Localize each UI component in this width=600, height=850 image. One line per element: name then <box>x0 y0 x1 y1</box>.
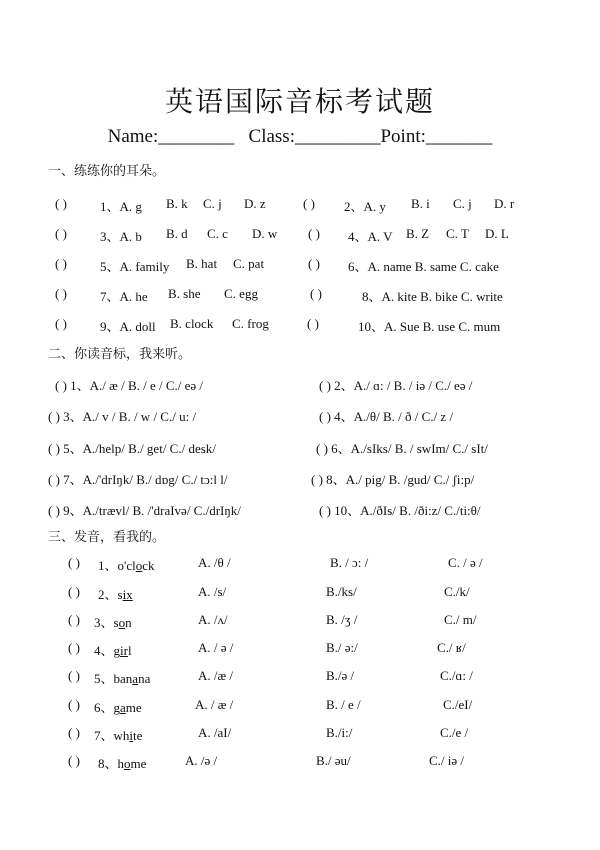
option-d: D. w <box>252 226 278 241</box>
answer-blank: ( ) <box>68 668 80 683</box>
answer-blank: ( ) <box>310 286 322 301</box>
part2-row <box>0 406 600 426</box>
option-c: C. j <box>203 196 222 211</box>
option-a: A. /aI/ <box>198 725 232 740</box>
question-number: 8、A. kite B. bike C. write <box>362 289 503 304</box>
question-number: 4、A. V <box>348 229 393 244</box>
option-c: C./e / <box>440 725 469 740</box>
word-prefix: s <box>117 587 123 602</box>
underlined-letters: o <box>135 558 143 573</box>
part3-row <box>0 640 600 660</box>
answer-blank: ( ) <box>68 584 80 599</box>
option-a: A. / æ / <box>195 697 234 712</box>
answer-blank: ( ) <box>68 725 80 740</box>
question-number: 1、A. g <box>100 199 142 214</box>
section-heading-3: 三、发音，看我的。 <box>48 530 166 545</box>
student-info-line <box>0 126 600 148</box>
question-right: ( ) 10、A./ðIs/ B. /ði:z/ C./ti:θ/ <box>319 503 481 518</box>
part3-row <box>0 697 600 717</box>
option-b: B. hat <box>186 256 218 271</box>
word-prefix: g <box>113 700 121 715</box>
option-c: C. egg <box>224 286 258 301</box>
option-b: B./ ə:/ <box>326 640 358 655</box>
option-d: D. r <box>494 196 515 211</box>
question-number: 6、 <box>94 700 114 715</box>
question-left: ( ) 5、A./help/ B./ get/ C./ desk/ <box>48 441 216 456</box>
underlined-letters: ir <box>120 643 128 658</box>
answer-blank: ( ) <box>55 196 67 211</box>
part3-row <box>0 612 600 632</box>
option-b: B./i:/ <box>326 725 353 740</box>
part3-row <box>0 725 600 745</box>
part2-row <box>0 438 600 458</box>
part3-row <box>0 753 600 773</box>
word-prefix: s <box>113 615 119 630</box>
word-prefix: wh <box>113 728 130 743</box>
word-suffix: me <box>125 700 142 715</box>
option-c: C./eI/ <box>443 697 473 712</box>
answer-blank: ( ) <box>303 196 315 211</box>
question-word <box>94 612 132 631</box>
underlined-letters: a <box>132 671 139 686</box>
question-word <box>94 725 142 744</box>
question-number: 7、 <box>94 728 114 743</box>
question-number: 6、A. name B. same C. cake <box>348 259 499 274</box>
question-left: ( ) 9、A./trævl/ B. /'draIvə/ C./drIŋk/ <box>48 503 241 518</box>
answer-blank: ( ) <box>55 286 67 301</box>
question-number: 2、A. y <box>344 199 386 214</box>
question-left: ( ) 1、A./ æ / B. / e / C./ eə / <box>55 378 204 393</box>
part2-row <box>0 500 600 520</box>
underlined-letters: o <box>118 615 126 630</box>
question-left: ( ) 3、A./ v / B. / w / C./ u: / <box>48 409 197 424</box>
class-field: Class:_________ <box>248 126 381 147</box>
answer-blank: ( ) <box>55 256 67 271</box>
option-d: D. z <box>244 196 266 211</box>
option-a: A. / ə / <box>198 640 234 655</box>
option-a: A. /æ / <box>198 668 234 683</box>
underlined-letters: ix <box>122 587 133 602</box>
section-heading-2: 二、你读音标，我来听。 <box>48 347 192 362</box>
part1-row <box>0 196 600 216</box>
underlined-letters: a <box>120 700 126 715</box>
word-suffix: te <box>133 728 143 743</box>
part3-row <box>0 555 600 575</box>
option-c: C. c <box>207 226 228 241</box>
part1-row <box>0 316 600 336</box>
part2-row <box>0 375 600 395</box>
option-c: C. frog <box>232 316 269 331</box>
part2-row <box>0 469 600 489</box>
option-a: A. /s/ <box>198 584 227 599</box>
option-b: B. / ɔ: / <box>330 555 369 570</box>
answer-blank: ( ) <box>307 316 319 331</box>
option-b: B. d <box>166 226 188 241</box>
option-c: C./ m/ <box>444 612 477 627</box>
option-a: A. /θ / <box>198 555 231 570</box>
answer-blank: ( ) <box>308 256 320 271</box>
underlined-letters: i <box>129 728 134 743</box>
question-number: 1、 <box>98 558 118 573</box>
question-word <box>94 668 150 687</box>
part3-row <box>0 584 600 604</box>
option-c: C. / ə / <box>448 555 483 570</box>
option-a: A. /ə / <box>185 753 218 768</box>
option-b: B. she <box>168 286 201 301</box>
point-field: Point:_______ <box>380 126 493 147</box>
section-heading-1: 一、练练你的耳朵。 <box>48 164 166 179</box>
question-word <box>98 555 155 574</box>
question-number: 3、 <box>94 615 114 630</box>
question-number: 10、A. Sue B. use C. mum <box>358 319 501 334</box>
option-c: C. j <box>453 196 472 211</box>
answer-blank: ( ) <box>68 555 80 570</box>
word-prefix: h <box>117 756 125 771</box>
option-b: B. i <box>411 196 430 211</box>
part1-row <box>0 256 600 276</box>
option-c: C./k/ <box>444 584 470 599</box>
underlined-letters: o <box>124 756 131 771</box>
question-number: 3、A. b <box>100 229 142 244</box>
part1-row <box>0 226 600 246</box>
question-number: 4、 <box>94 643 114 658</box>
word-suffix: ck <box>142 558 155 573</box>
question-number: 7、A. he <box>100 289 148 304</box>
answer-blank: ( ) <box>55 226 67 241</box>
question-right: ( ) 8、A./ pig/ B. /gud/ C./ ʃi:p/ <box>311 472 475 487</box>
option-b: B. /ʒ / <box>326 612 358 627</box>
option-c: C./ɑ: / <box>440 668 473 683</box>
page-title: 英语国际音标考试题 <box>164 85 435 118</box>
question-number: 5、A. family <box>100 259 170 274</box>
question-right: ( ) 6、A./sIks/ B. / swIm/ C./ sIt/ <box>316 441 488 456</box>
option-b: B./ əu/ <box>316 753 351 768</box>
name-field: Name:________ <box>107 126 235 147</box>
question-word <box>94 697 142 716</box>
question-left: ( ) 7、A./'drIŋk/ B./ dɒg/ C./ tɔ:l l/ <box>48 472 228 487</box>
answer-blank: ( ) <box>55 316 67 331</box>
word-prefix: ban <box>113 671 133 686</box>
word-suffix: me <box>130 756 147 771</box>
option-c: C./ iə / <box>429 753 465 768</box>
option-b: B./ə / <box>326 668 355 683</box>
word-prefix: g <box>113 643 121 658</box>
question-number: 9、A. doll <box>100 319 156 334</box>
question-right: ( ) 2、A./ ɑ: / B. / iə / C./ eə / <box>319 378 473 393</box>
option-c: C./ ʁ/ <box>437 640 466 655</box>
word-suffix: n <box>125 615 132 630</box>
option-a: A. /ʌ/ <box>198 612 228 627</box>
word-prefix: o'cl <box>117 558 136 573</box>
question-number: 2、 <box>98 587 118 602</box>
answer-blank: ( ) <box>68 612 80 627</box>
word-suffix: l <box>127 643 132 658</box>
option-b: B./ks/ <box>326 584 357 599</box>
part1-row <box>0 286 600 306</box>
option-c: C. T <box>446 226 469 241</box>
question-number: 5、 <box>94 671 114 686</box>
answer-blank: ( ) <box>68 697 80 712</box>
question-word <box>94 640 132 659</box>
answer-blank: ( ) <box>308 226 320 241</box>
option-b: B. / e / <box>326 697 361 712</box>
answer-blank: ( ) <box>68 753 80 768</box>
option-d: D. L <box>485 226 509 241</box>
question-word <box>98 753 146 772</box>
question-number: 8、 <box>98 756 118 771</box>
part3-row <box>0 668 600 688</box>
answer-blank: ( ) <box>68 640 80 655</box>
option-b: B. clock <box>170 316 214 331</box>
word-suffix: na <box>138 671 151 686</box>
question-right: ( ) 4、A./θ/ B. / ð / C./ z / <box>319 409 454 424</box>
option-c: C. pat <box>233 256 265 271</box>
question-word <box>98 584 133 603</box>
option-b: B. k <box>166 196 188 211</box>
option-b: B. Z <box>406 226 430 241</box>
